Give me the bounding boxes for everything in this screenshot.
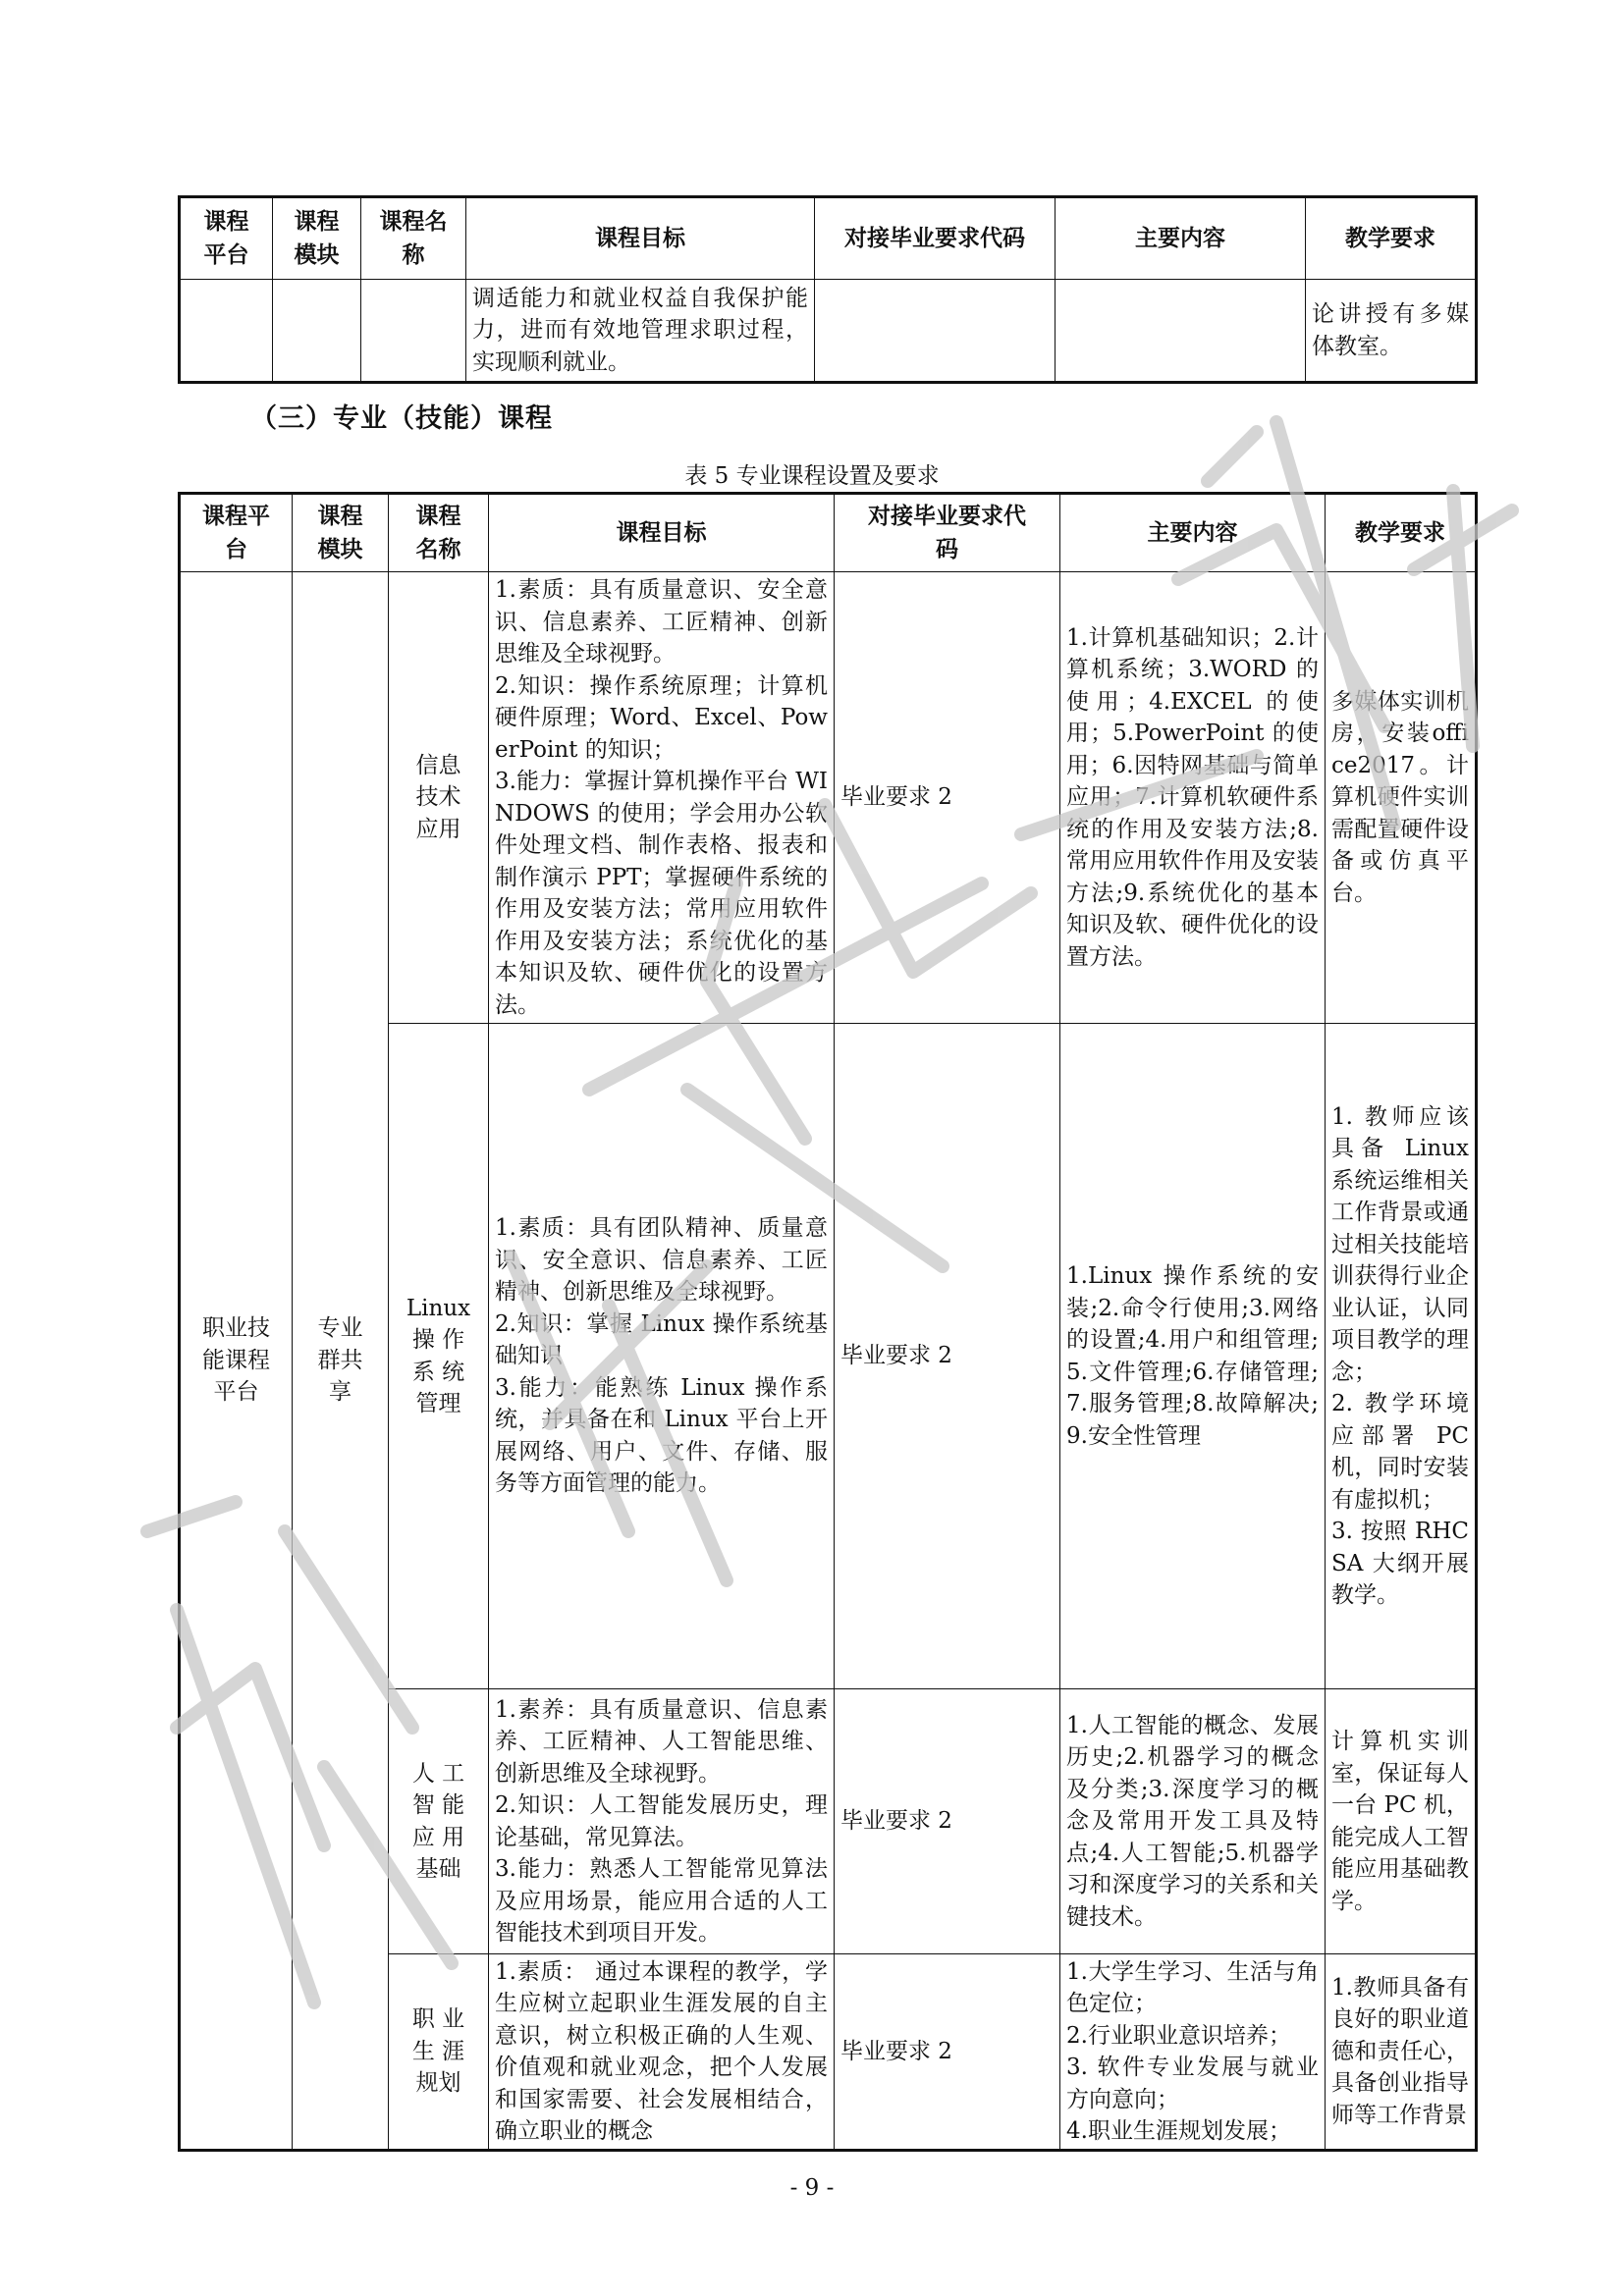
cell-requirement-code: 毕业要求 2 bbox=[835, 1024, 1060, 1689]
cell-main-content: 1.计算机基础知识；2.计算机系统；3.WORD 的使用；4.EXCEL 的使用；5.PowerPoint 的使用；6.因特网基础与简单应用；7.计算机软硬件系统的作用及安装方法;8.常用应用软件作用及安装方法;9.系统优化的基本知识及软、硬件优化的设置方法。 bbox=[1060, 572, 1326, 1024]
cell-teaching-requirement: 1.教师具备有良好的职业道德和责任心，具备创业指导师等工作背景 bbox=[1326, 1954, 1477, 2151]
cell-main-content bbox=[1056, 280, 1306, 383]
cell-course-name bbox=[361, 280, 466, 383]
cell-course-goal: 1.素质：具有质量意识、安全意识、信息素养、工匠精神、创新思维及全球视野。 2.知识：操作系统原理；计算机硬件原理；Word、Excel、PowerPoint 的知识； 3.能力：掌握计算机操作平台 WINDOWS 的使用；学会用办公软件处理文档、制作表格、报表和制作演示 PPT；掌握硬件系统的作用及安装方法；常用应用软件作用及安装方法；系统优化的基本知识及软、硬件优化的设置方法。 bbox=[489, 572, 835, 1024]
cell-module: 专业 群共 享 bbox=[293, 572, 389, 2151]
cell-course-goal: 1.素质： 通过本课程的教学，学生应树立起职业生涯发展的自主意识，树立积极正确的人生观、价值观和就业观念，把个人发展和国家需要、社会发展相结合，确立职业的概念 bbox=[489, 1954, 835, 2151]
header-course-name: 课程名 称 bbox=[361, 197, 466, 280]
cell-requirement-code: 毕业要求 2 bbox=[835, 1954, 1060, 2151]
cell-requirement-code: 毕业要求 2 bbox=[835, 1689, 1060, 1954]
header-requirement-code: 对接毕业要求代 码 bbox=[835, 494, 1060, 572]
cell-teaching-requirement: 1. 教师应该具备 Linux 系统运维相关工作背景或通过相关技能培训获得行业企业认证，认同项目教学的理念； 2. 教学环境应部署 PC 机，同时安装有虚拟机； 3. 按照 RHCSA 大纲开展教学。 bbox=[1326, 1024, 1477, 1689]
header-teaching-requirement: 教学要求 bbox=[1306, 197, 1477, 280]
cell-course-name: 职 业 生 涯 规划 bbox=[389, 1954, 489, 2151]
table-row bbox=[180, 280, 1477, 383]
table-row bbox=[180, 572, 1477, 1024]
page-number: - 9 - bbox=[789, 2175, 835, 2201]
cell-platform bbox=[180, 280, 273, 383]
continued-course-table bbox=[178, 195, 1478, 384]
cell-requirement-code bbox=[815, 280, 1056, 383]
cell-platform: 职业技 能课程 平台 bbox=[180, 572, 293, 2151]
header-module: 课程 模块 bbox=[293, 494, 389, 572]
header-main-content: 主要内容 bbox=[1056, 197, 1306, 280]
cell-teaching-requirement: 计算机实训室，保证每人一台 PC 机，能完成人工智能应用基础教学。 bbox=[1326, 1689, 1477, 1954]
cell-teaching-requirement: 论讲授有多媒体教室。 bbox=[1306, 280, 1477, 383]
header-module: 课程 模块 bbox=[273, 197, 361, 280]
table-caption: 表 5 专业课程设置及要求 bbox=[684, 463, 940, 489]
cell-course-goal: 调适能力和就业权益自我保护能力，进而有效地管理求职过程，实现顺利就业。 bbox=[466, 280, 815, 383]
header-platform: 课程平 台 bbox=[180, 494, 293, 572]
header-course-goal: 课程目标 bbox=[489, 494, 835, 572]
header-course-name: 课程 名称 bbox=[389, 494, 489, 572]
header-requirement-code: 对接毕业要求代码 bbox=[815, 197, 1056, 280]
cell-teaching-requirement: 多媒体实训机房，安装office2017。计算机硬件实训需配置硬件设备或仿真平台。 bbox=[1326, 572, 1477, 1024]
header-teaching-requirement: 教学要求 bbox=[1326, 494, 1477, 572]
table-header-row bbox=[180, 494, 1477, 572]
cell-module bbox=[273, 280, 361, 383]
cell-course-name: 信息 技术 应用 bbox=[389, 572, 489, 1024]
cell-main-content: 1.人工智能的概念、发展历史;2.机器学习的概念及分类;3.深度学习的概念及常用开发工具及特点;4.人工智能;5.机器学习和深度学习的关系和关键技术。 bbox=[1060, 1689, 1326, 1954]
cell-course-goal: 1.素质：具有团队精神、质量意识、安全意识、信息素养、工匠精神、创新思维及全球视野。 2.知识：掌握 Linux 操作系统基础知识 3.能力：能熟练 Linux 操作系统，并具备在和 Linux 平台上开展网络、用户、文件、存储、服务等方面管理的能力。 bbox=[489, 1024, 835, 1689]
cell-course-name: 人 工 智 能 应 用 基础 bbox=[389, 1689, 489, 1954]
header-platform: 课程 平台 bbox=[180, 197, 273, 280]
cell-main-content: 1.大学生学习、生活与角色定位； 2.行业职业意识培养； 3. 软件专业发展与就业方向意向； 4.职业生涯规划发展； bbox=[1060, 1954, 1326, 2151]
professional-course-table bbox=[178, 492, 1478, 2152]
header-course-goal: 课程目标 bbox=[466, 197, 815, 280]
section-heading: （三）专业（技能）课程 bbox=[250, 403, 553, 434]
cell-course-name: Linux 操 作 系 统 管理 bbox=[389, 1024, 489, 1689]
cell-course-goal: 1.素养：具有质量意识、信息素养、工匠精神、人工智能思维、创新思维及全球视野。 2.知识：人工智能发展历史，理论基础，常见算法。 3.能力：熟悉人工智能常见算法及应用场景，能应用合适的人工智能技术到项目开发。 bbox=[489, 1689, 835, 1954]
cell-main-content: 1.Linux 操作系统的安装;2.命令行使用;3.网络的设置;4.用户和组管理;5.文件管理;6.存储管理;7.服务管理;8.故障解决;9.安全性管理 bbox=[1060, 1024, 1326, 1689]
header-main-content: 主要内容 bbox=[1060, 494, 1326, 572]
table-header-row bbox=[180, 197, 1477, 280]
cell-requirement-code: 毕业要求 2 bbox=[835, 572, 1060, 1024]
